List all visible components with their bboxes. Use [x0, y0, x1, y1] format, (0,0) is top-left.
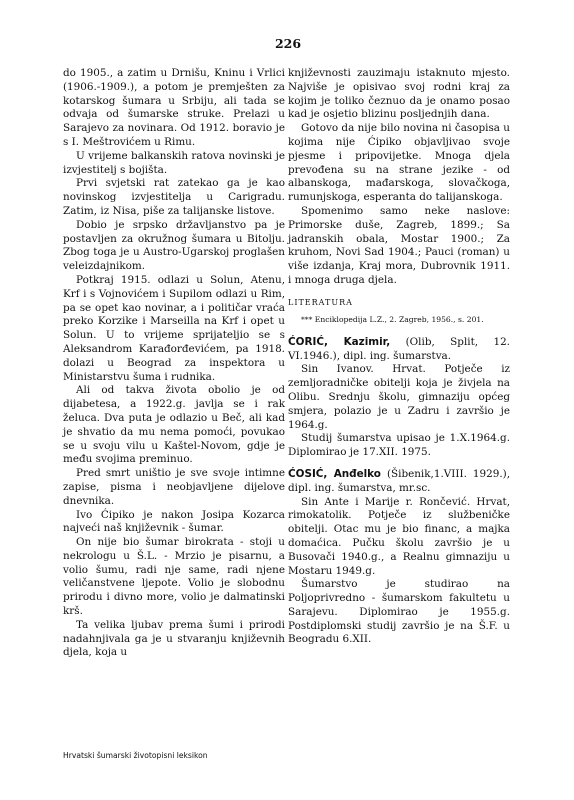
paragraph: Studij šumarstva upisao je 1.X.1964.g. Diplomirao je 17.XII. 1975. [288, 432, 510, 459]
entry-name: ĆORIĆ, Kazimir, [288, 335, 391, 348]
paragraph: Sin Ivanov. Hrvat. Potječe iz zemljoradničke obitelji koja je živjela na Olibu. Srednju školu, gimnaziju općeg smjera, polazio je u Zadru i završio je 1964.g. [288, 363, 510, 431]
paragraph: književnosti zauzimaju istaknuto mjesto. Najviše je opisivao svoj rodni kraj za kojim je toliko čeznuo da je onamo posao kad je osjetio blizinu posljednjih dana. [288, 67, 510, 121]
paragraph: Prvi svjetski rat zatekao ga je kao novinskog izvjestitelja u Carigradu. Zatim, iz Nisa, piše za talijanske listove. [63, 177, 285, 217]
entry-name: ĆOSIĆ, Anđelko [288, 467, 381, 480]
paragraph: U vrijeme balkanskih ratova novinski je izvjestitelj s bojišta. [63, 149, 285, 176]
paragraph: Ta velika ljubav prema šumi i prirodi nadahnjivala ga je u stvaranju književnih djela, koja u [63, 618, 285, 659]
footer-text: Hrvatski šumarski životopisni leksikon [63, 751, 208, 760]
paragraph: do 1905., a zatim u Drnišu, Kninu i Vrlici (1906.-1909.), a potom je premješten za kotarskog šumara u Srbiju, ali tada se odvaja od šumarske struke. Prelazi u Sarajevo za novinara. Od 1912. boravio je s I. Meštrovićem u Rimu. [63, 67, 285, 148]
literature-heading: LITERATURA [288, 297, 353, 307]
paragraph: On nije bio šumar birokrata - stoji u nekrologu u Š.L. - Mrzio je pisarnu, a volio šumu, radi nje same, radi njene veličanstvene ljepote. Volio je slobodnu prirodu i divno more, volio je dalmatinski krš. [63, 536, 285, 618]
paragraph: Sin Ante i Marije r. Rončević. Hrvat, rimokatolik. Potječe iz službeničke obitelji. Otac mu je bio financ, a majka domaćica. Pučku školu završio je u Busovači 1940.g., a Realnu gimnaziju u Mostaru 1949.g. [288, 495, 510, 577]
paragraph: Spomenimo samo neke naslove: Primorske duše, Zagreb, 1899.; Sa jadranskih obala, Mostar 1900.; Za kruhom, Novi Sad 1904.; Pauci (roman) u više izdanja, Kraj mora, Dubrovnik 1911. i mnoga druga djela. [288, 204, 510, 286]
entry-heading [288, 336, 510, 364]
left-column [63, 67, 285, 660]
paragraph: Ivo Ćipiko je nakon Josipa Kozarca najveći naš književnik - šumar. [63, 508, 285, 535]
paragraph: Pred smrt uništio je sve svoje intimne zapise, pisma i neobjavljene dijelove dnevnika. [63, 467, 285, 507]
paragraph: Gotovo da nije bilo novina ni časopisa u kojima nije Ćipiko objavljivao svoje pjesme i pripovijetke. Mnoga djela prevođena su na strane jezike - od albanskoga, mađarskoga, slovačkoga, rumunjskoga, esperanta do talijanskoga. [288, 122, 510, 204]
right-column [288, 67, 510, 647]
entry-heading-details: (Olib, Split, 12. VI.1946.), dipl. ing. šumarstva. [288, 335, 510, 362]
paragraph: Ali od takva života obolio je od dijabetesa, a 1922.g. javlja se i rak želuca. Dva puta je odlazio u Beč, ali kad je shvatio da mu nema pomoći, povukao se u svoju vilu u Kaštel-Novom, gdje je među svojima preminuo. [63, 384, 285, 466]
paragraph: Šumarstvo je studirao na Poljoprivredno - šumarskom fakultetu u Sarajevu. Diplomirao je 1955.g. Postdiplomski studij završio je na Š.F. u Beogradu 6.XII. [288, 578, 510, 646]
paragraph: Dobio je srpsko državljanstvo pa je postavljen za okružnog šumara u Bitolju. Zbog toga je u Austro-Ugarskoj proglašen veleizdajnikom. [63, 218, 285, 273]
entry-heading-details: (Šibenik,1.VIII. 1929.), dipl. ing. šumarstva, mr.sc. [288, 467, 510, 494]
page-number: 226 [274, 36, 302, 51]
literature-reference: *** Enciklopedija L.Z., 2. Zagreb, 1956., s. 201. [301, 314, 484, 324]
paragraph: Potkraj 1915. odlazi u Solun, Atenu, Krf i s Vojnovićem i Supilom odlazi u Rim, pa se opet kao novinar, a i političar vraća preko Korzike i Marseilla na Krf i opet u Solun. U to vrijeme sprijateljio se s Aleksandrom Karađorđevićem, pa 1918. dolazi u Beograd za inspektora u Ministarstvu šuma i rudnika. [63, 273, 285, 383]
entry-heading [288, 468, 510, 496]
